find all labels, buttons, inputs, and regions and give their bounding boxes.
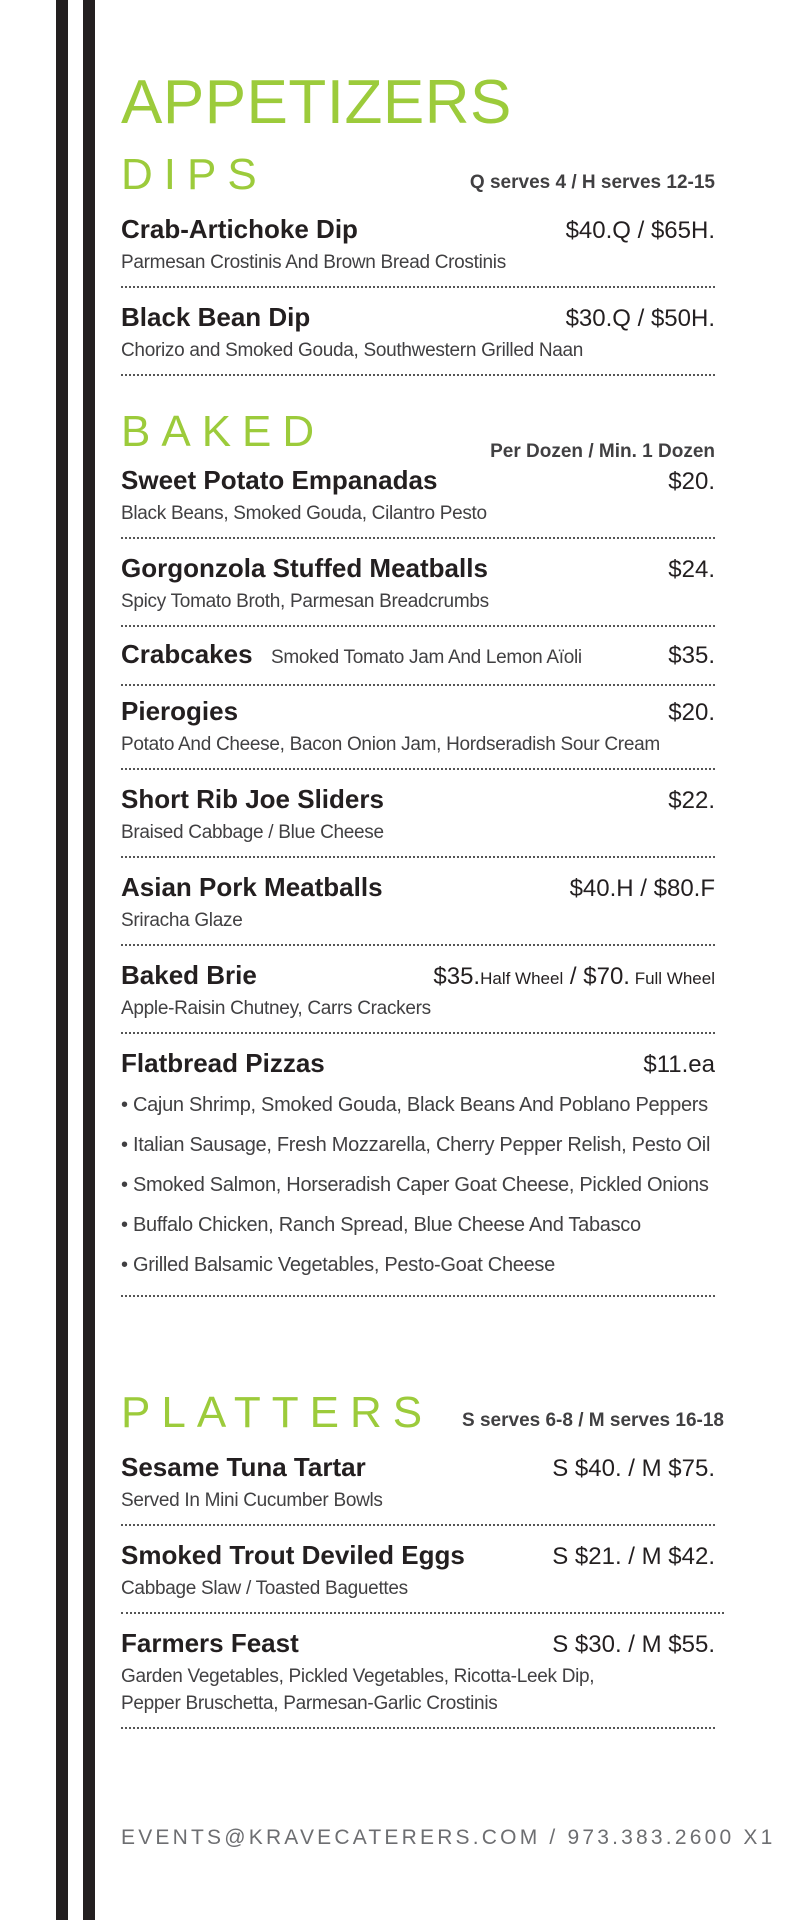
item-name: Black Bean Dip xyxy=(121,302,311,332)
section-header xyxy=(121,150,715,200)
menu-item xyxy=(121,1452,715,1526)
item-description: Smoked Tomato Jam And Lemon Aïoli xyxy=(271,647,582,668)
page-title: APPETIZERS xyxy=(121,68,512,137)
item-price: $20. xyxy=(668,699,715,726)
item-price: S $30. / M $55. xyxy=(552,1631,715,1658)
section-title: BAKED xyxy=(121,407,326,456)
item-description: Cabbage Slaw / Toasted Baguettes xyxy=(121,1578,408,1599)
menu-item xyxy=(121,214,715,288)
item-name: Short Rib Joe Sliders xyxy=(121,784,384,814)
item-price: $22. xyxy=(668,787,715,814)
item-name: Pierogies xyxy=(121,696,239,726)
item-name: Crabcakes xyxy=(121,639,253,669)
item-description: Apple-Raisin Chutney, Carrs Crackers xyxy=(121,998,431,1019)
serving-note: Per Dozen / Min. 1 Dozen xyxy=(490,441,715,462)
menu-item xyxy=(121,1540,724,1614)
item-name: Crab-Artichoke Dip xyxy=(121,214,358,244)
item-name: Farmers Feast xyxy=(121,1628,299,1658)
item-description-line-2: Pepper Bruschetta, Parmesan-Garlic Crostinis xyxy=(121,1693,498,1714)
item-name: Sesame Tuna Tartar xyxy=(121,1452,366,1482)
item-description: Served In Mini Cucumber Bowls xyxy=(121,1490,383,1511)
item-name: Gorgonzola Stuffed Meatballs xyxy=(121,553,488,583)
item-price: $20. xyxy=(668,468,715,495)
item-price xyxy=(433,963,715,991)
menu-item xyxy=(121,465,715,539)
list-item: • Smoked Salmon, Horseradish Caper Goat Cheese, Pickled Onions xyxy=(121,1174,709,1196)
item-price: $30.Q / $50H. xyxy=(565,305,715,332)
list-item: • Buffalo Chicken, Ranch Spread, Blue Cheese And Tabasco xyxy=(121,1214,641,1236)
item-price: S $40. / M $75. xyxy=(552,1455,715,1482)
item-name: Asian Pork Meatballs xyxy=(121,872,383,902)
serving-note: Q serves 4 / H serves 12-15 xyxy=(469,172,715,193)
menu-item xyxy=(121,872,715,946)
item-price: $40.H / $80.F xyxy=(569,875,715,902)
item-description: Parmesan Crostinis And Brown Bread Crostinis xyxy=(121,252,506,273)
flatbread-options xyxy=(121,1085,715,1285)
contact-footer: EVENTS@KRAVECATERERS.COM / 973.383.2600 X1 xyxy=(121,1826,776,1849)
item-price: $11.ea xyxy=(643,1051,715,1078)
full-wheel-price: $70. xyxy=(583,963,630,990)
menu-item xyxy=(121,784,715,858)
item-description: Potato And Cheese, Bacon Onion Jam, Hordseradish Sour Cream xyxy=(121,734,660,755)
full-wheel-label: Full Wheel xyxy=(629,969,715,988)
section-header xyxy=(121,407,715,462)
section-baked xyxy=(121,407,715,1307)
section-dips xyxy=(121,150,715,386)
item-price: S $21. / M $42. xyxy=(552,1543,715,1570)
menu-item xyxy=(121,960,715,1034)
list-item: • Cajun Shrimp, Smoked Gouda, Black Beans And Poblano Peppers xyxy=(121,1094,708,1116)
section-header xyxy=(121,1388,724,1438)
half-wheel-price: $35. xyxy=(433,963,481,990)
item-description: Braised Cabbage / Blue Cheese xyxy=(121,822,384,843)
menu-item xyxy=(121,639,715,686)
item-price: $35. xyxy=(668,642,715,669)
right-border-bar xyxy=(83,0,95,1920)
half-wheel-label: Half Wheel xyxy=(480,969,564,988)
section-title: DIPS xyxy=(121,150,268,199)
item-description: Black Beans, Smoked Gouda, Cilantro Pesto xyxy=(121,503,487,524)
item-description: Sriracha Glaze xyxy=(121,910,243,931)
section-platters xyxy=(121,1388,724,1739)
item-price: $24. xyxy=(668,556,715,583)
menu-item xyxy=(121,1048,715,1297)
section-title: PLATTERS xyxy=(121,1388,434,1437)
item-description: Spicy Tomato Broth, Parmesan Breadcrumbs xyxy=(121,591,489,612)
menu-item xyxy=(121,302,715,376)
item-price: $40.Q / $65H. xyxy=(565,217,715,244)
item-name: Sweet Potato Empanadas xyxy=(121,465,438,495)
serving-note: S serves 6-8 / M serves 16-18 xyxy=(462,1410,724,1431)
item-name: Baked Brie xyxy=(121,960,257,990)
item-description: Garden Vegetables, Pickled Vegetables, Ricotta-Leek Dip, xyxy=(121,1666,595,1687)
list-item: • Grilled Balsamic Vegetables, Pesto-Goat Cheese xyxy=(121,1254,555,1276)
left-border-bar xyxy=(56,0,68,1920)
price-separator: / xyxy=(563,963,584,990)
menu-item xyxy=(121,696,715,770)
item-name: Smoked Trout Deviled Eggs xyxy=(121,1540,465,1570)
item-description: Chorizo and Smoked Gouda, Southwestern Grilled Naan xyxy=(121,340,584,361)
list-item: • Italian Sausage, Fresh Mozzarella, Cherry Pepper Relish, Pesto Oil xyxy=(121,1134,711,1156)
menu-item xyxy=(121,1628,715,1729)
item-name: Flatbread Pizzas xyxy=(121,1048,325,1078)
menu-item xyxy=(121,553,715,627)
